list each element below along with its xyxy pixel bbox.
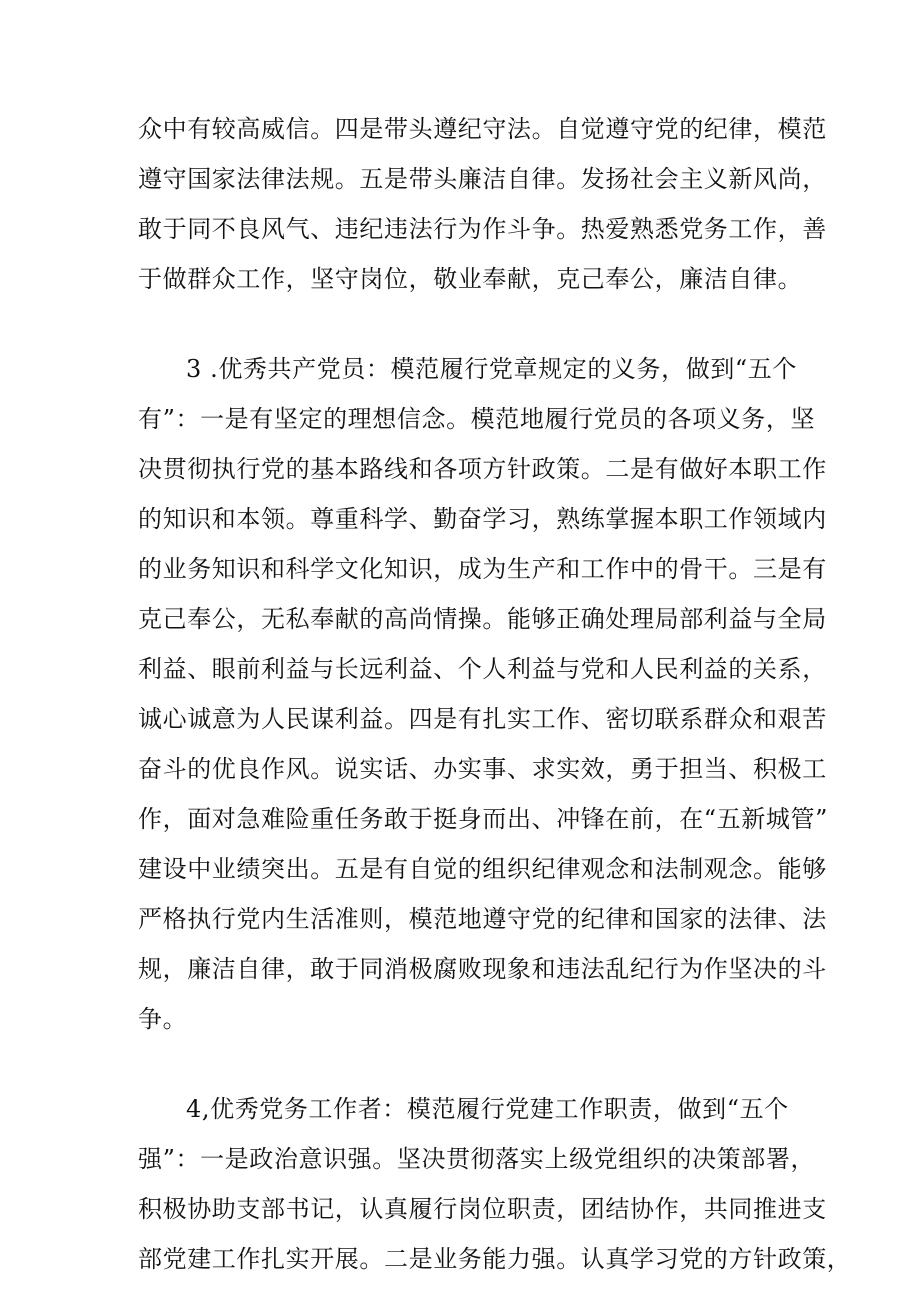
text-line: 众中有较高威信。四是带头遵纪守法。自觉遵守党的纪律，模范: [138, 115, 827, 143]
text-line: 决贯彻执行党的基本路线和各项方针政策。二是有做好本职工作: [138, 455, 827, 483]
text-line: 严格执行党内生活准则，模范地遵守党的纪律和国家的法律、法: [138, 905, 827, 933]
text-line: 规，廉洁自律，敢于同消极腐败现象和违法乱纪行为作坚决的斗: [138, 955, 827, 983]
text-line: 的知识和本领。尊重科学、勤奋学习，熟练掌握本职工作领域内: [138, 505, 827, 533]
text-line: 积极协助支部书记，认真履行岗位职责，团结协作，共同推进支: [138, 1195, 827, 1223]
paragraph-first-line: 3 .优秀共产党员：模范履行党章规定的义务，做到“五个: [186, 355, 797, 383]
text-line: 利益、眼前利益与长远利益、个人利益与党和人民利益的关系，: [138, 655, 827, 683]
text-line: 于做群众工作，坚守岗位，敬业奉献，克己奉公，廉洁自律。: [138, 265, 803, 293]
text-line: 有”：一是有坚定的理想信念。模范地履行党员的各项义务，坚: [138, 405, 816, 433]
text-line: 的业务知识和科学文化知识，成为生产和工作中的骨干。三是有: [138, 555, 827, 583]
text-line: 争。: [138, 1005, 188, 1033]
text-line: 建设中业绩突出。五是有自觉的组织纪律观念和法制观念。能够: [138, 855, 827, 883]
text-line: 克己奉公，无私奉献的高尚情操。能够正确处理局部利益与全局: [138, 605, 827, 633]
text-line: 诚心诚意为人民谋利益。四是有扎实工作、密切联系群众和艰苦: [138, 705, 827, 733]
text-line: 作，面对急难险重任务敢于挺身而出、冲锋在前，在“五新城管”: [138, 805, 828, 833]
text-line: 奋斗的优良作风。说实话、办实事、求实效，勇于担当、积极工: [138, 755, 827, 783]
text-line: 敢于同不良风气、违纪违法行为作斗争。热爱熟悉党务工作，善: [138, 215, 827, 243]
text-line: 强”：一是政治意识强。坚决贯彻落实上级党组织的决策部署，: [138, 1145, 816, 1173]
text-line: 部党建工作扎实开展。二是业务能力强。认真学习党的方针政策，: [138, 1245, 852, 1273]
text-line: 遵守国家法律法规。五是带头廉洁自律。发扬社会主义新风尚，: [138, 165, 827, 193]
paragraph-first-line: 4,优秀党务工作者：模范履行党建工作职责，做到“五个: [186, 1095, 789, 1123]
